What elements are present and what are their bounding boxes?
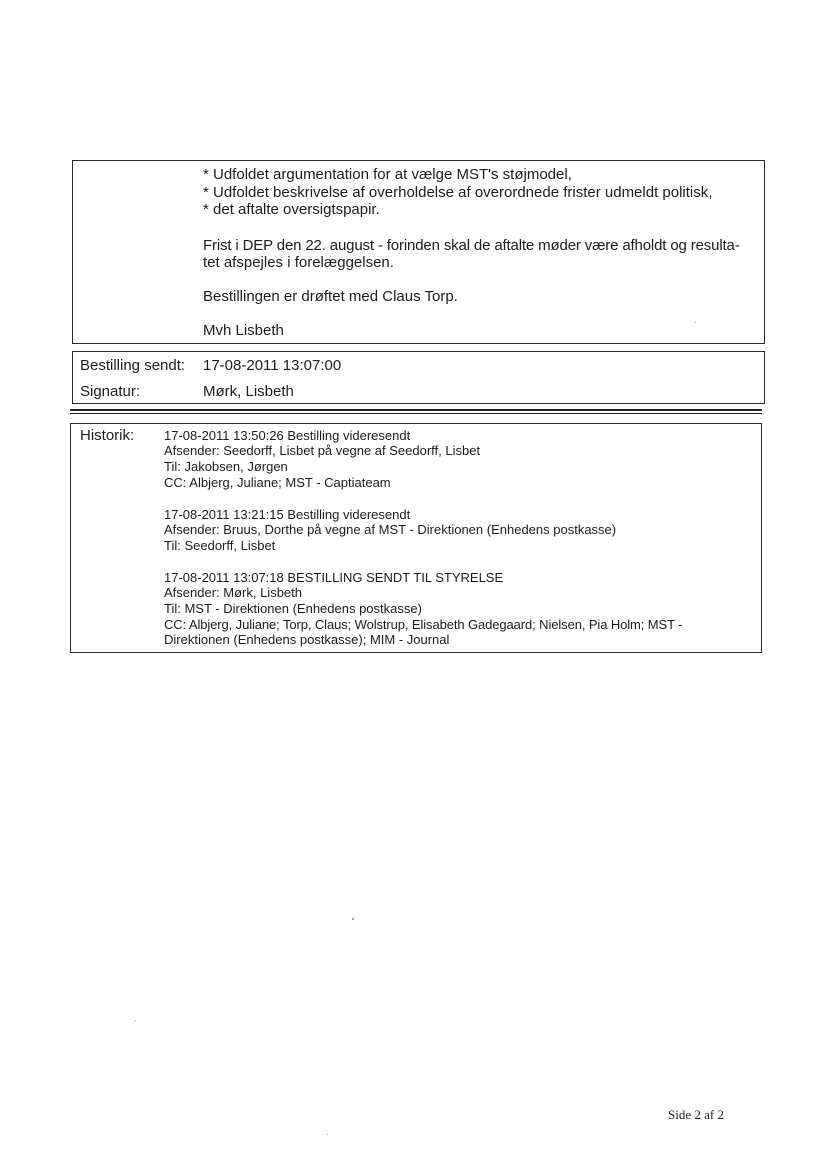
sent-value: 17-08-2011 13:07:00 [203, 357, 342, 374]
scan-speck [695, 322, 696, 323]
scan-speck [327, 1134, 328, 1135]
signature-label: Signatur: [80, 383, 141, 400]
history-entry-cc-line-2: Direktionen (Enhedens postkasse); MIM - Journal [164, 632, 450, 647]
history-entry-recipient: Til: Seedorff, Lisbet [164, 538, 276, 553]
deadline-line-2: tet afspejles i forelæggelsen. [203, 254, 394, 271]
history-entry-sender: Afsender: Mørk, Lisbeth [164, 585, 302, 600]
bullet-oversigtspapir: * det aftalte oversigtspapir. [203, 201, 380, 218]
history-entry-header: 17-08-2011 13:21:15 Bestilling videresendt [164, 507, 411, 522]
bullet-frister: * Udfoldet beskrivelse af overholdelse af overordnede frister udmeldt politisk, [203, 184, 713, 201]
history-entry-cc: CC: Albjerg, Juliane; MST - Captiateam [164, 475, 391, 490]
deadline-line-1: Frist i DEP den 22. august - forinden skal de aftalte møder være afholdt og resulta- [203, 237, 740, 254]
discussed-text: Bestillingen er drøftet med Claus Torp. [203, 288, 458, 305]
page-number: Side 2 af 2 [668, 1107, 724, 1122]
history-entry-sender: Afsender: Seedorff, Lisbet på vegne af Seedorff, Lisbet [164, 443, 481, 458]
history-entry-recipient: Til: Jakobsen, Jørgen [164, 459, 288, 474]
history-entry-sender: Afsender: Bruus, Dorthe på vegne af MST - Direktionen (Enhedens postkasse) [164, 522, 617, 537]
history-entry-header: 17-08-2011 13:50:26 Bestilling videresendt [164, 428, 411, 443]
bullet-stoejmodel: * Udfoldet argumentation for at vælge MST's støjmodel, [203, 166, 572, 183]
history-entry-header: 17-08-2011 13:07:18 BESTILLING SENDT TIL STYRELSE [164, 570, 504, 585]
scan-speck [135, 1020, 136, 1021]
history-label: Historik: [80, 427, 135, 444]
separator-rule-thin [70, 413, 762, 414]
separator-rule [70, 409, 762, 411]
history-entry-cc-line-1: CC: Albjerg, Juliane; Torp, Claus; Wolstrup, Elisabeth Gadegaard; Nielsen, Pia Holm; MST - [164, 617, 683, 632]
history-entry-recipient: Til: MST - Direktionen (Enhedens postkasse) [164, 601, 422, 616]
scan-speck [352, 918, 354, 920]
sent-label: Bestilling sendt: [80, 357, 186, 374]
signature-value: Mørk, Lisbeth [203, 383, 294, 400]
signoff-text: Mvh Lisbeth [203, 322, 284, 339]
